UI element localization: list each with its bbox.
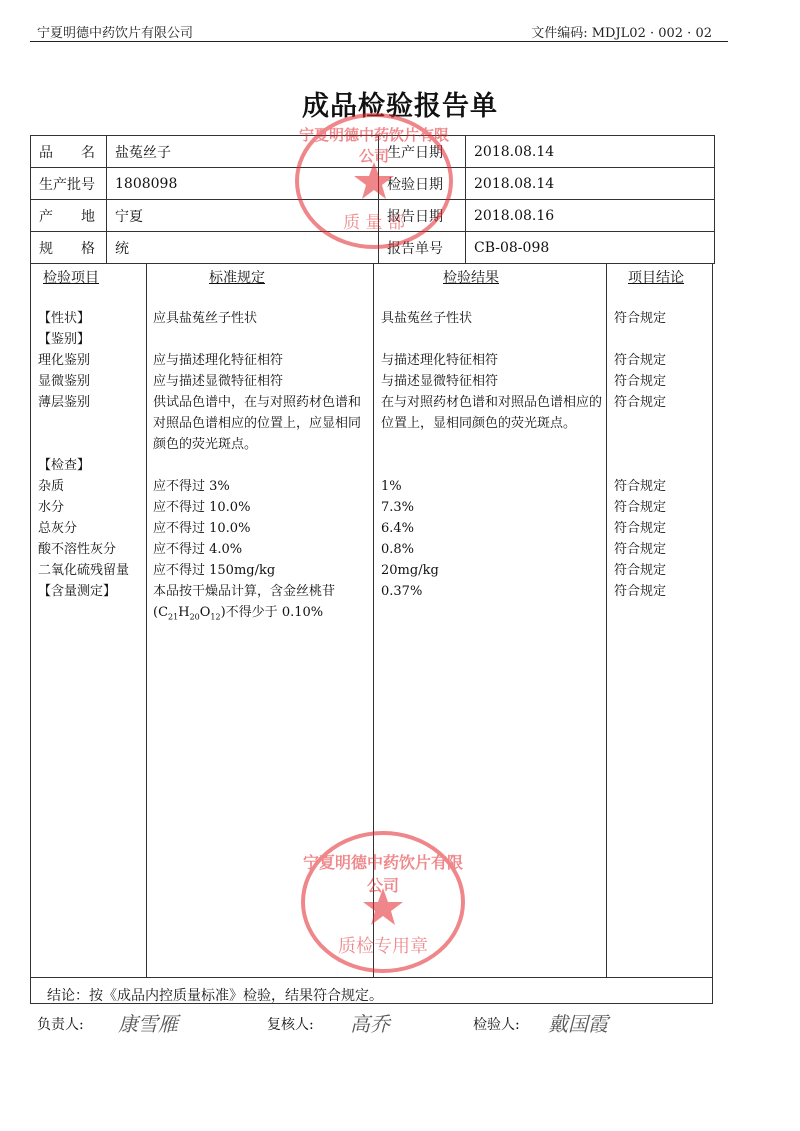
inspector-label: 检验人: bbox=[473, 1017, 520, 1033]
column-divider bbox=[606, 264, 607, 977]
spec-value: 统 bbox=[107, 232, 379, 264]
res-impurity: 1% bbox=[381, 479, 402, 494]
res-spacer bbox=[381, 329, 603, 350]
stamp-ring-text: 宁夏明德中药饮片有限公司 bbox=[298, 126, 449, 165]
concl-acid-ash: 符合规定 bbox=[614, 542, 667, 557]
item-spacer bbox=[38, 413, 144, 434]
document-number: 文件编码: MDJL02 · 002 · 02 bbox=[531, 26, 712, 41]
report-date-label: 报告日期 bbox=[379, 200, 466, 232]
formula-h: H bbox=[178, 605, 190, 620]
stamp-bottom-text: 质 量 部 bbox=[343, 213, 405, 233]
production-date-value: 2018.08.14 bbox=[466, 136, 715, 168]
spec-label: 规 格 bbox=[31, 232, 107, 264]
company-header: 宁夏明德中药饮片有限公司 bbox=[37, 26, 194, 41]
conclusions-column bbox=[614, 308, 709, 602]
item-assay: 【含量测定】 bbox=[38, 584, 117, 599]
item-moisture: 水分 bbox=[38, 500, 65, 515]
item-so2: 二氧化硫残留量 bbox=[38, 563, 130, 578]
concl-impurity: 符合规定 bbox=[614, 479, 667, 494]
res-character: 具盐菟丝子性状 bbox=[381, 311, 473, 326]
header-rule bbox=[30, 41, 728, 42]
std-spacer bbox=[153, 329, 369, 350]
origin-label: 产 地 bbox=[31, 200, 107, 232]
formula-c: C bbox=[158, 605, 169, 620]
std-micro: 应与描述显微特征相符 bbox=[153, 374, 284, 389]
report-title: 成品检验报告单 bbox=[302, 91, 498, 122]
reviewer-label: 复核人: bbox=[267, 1017, 314, 1033]
item-physchem: 理化鉴别 bbox=[38, 353, 91, 368]
std-moisture: 应不得过 10.0% bbox=[153, 500, 251, 515]
item-tlc: 薄层鉴别 bbox=[38, 395, 91, 410]
report-number-value: CB-08-098 bbox=[466, 232, 715, 264]
concl-tlc: 符合规定 bbox=[614, 395, 667, 410]
reviewer-signature: 高乔 bbox=[350, 1012, 390, 1036]
standards-column bbox=[153, 308, 369, 628]
batch-value: 1808098 bbox=[107, 168, 379, 200]
std-ash: 应不得过 10.0% bbox=[153, 521, 251, 536]
std-assay-line1: 本品按干燥品计算，含金丝桃苷 bbox=[153, 584, 336, 599]
formula-c-sub: 21 bbox=[168, 612, 179, 622]
std-impurity: 应不得过 3% bbox=[153, 479, 230, 494]
concl-so2: 符合规定 bbox=[614, 563, 667, 578]
item-character: 【性状】 bbox=[38, 311, 91, 326]
report-date-value: 2018.08.16 bbox=[466, 200, 715, 232]
formula-tail: )不得少于 0.10% bbox=[220, 605, 324, 620]
res-micro: 与描述显微特征相符 bbox=[381, 374, 499, 389]
concl-physchem: 符合规定 bbox=[614, 353, 667, 368]
name-value: 盐菟丝子 bbox=[107, 136, 379, 168]
concl-moisture: 符合规定 bbox=[614, 500, 667, 515]
res-assay: 0.37% bbox=[381, 584, 423, 599]
item-spacer bbox=[38, 434, 144, 455]
concl-spacer bbox=[614, 329, 709, 350]
results-column bbox=[381, 308, 603, 602]
res-physchem: 与描述理化特征相符 bbox=[381, 353, 499, 368]
std-character: 应具盐菟丝子性状 bbox=[153, 311, 258, 326]
concl-assay: 符合规定 bbox=[614, 584, 667, 599]
std-assay-line2: $(C_{21}H_{20}O_{12})$不得少于 0.10% bbox=[153, 605, 324, 622]
manager-signature: 康雪雁 bbox=[118, 1012, 178, 1036]
batch-label: 生产批号 bbox=[31, 168, 107, 200]
concl-ash: 符合规定 bbox=[614, 521, 667, 536]
res-spacer bbox=[381, 455, 603, 476]
concl-spacer bbox=[614, 455, 709, 476]
item-ash: 总灰分 bbox=[38, 521, 78, 536]
report-number-label: 报告单号 bbox=[379, 232, 466, 264]
header-standard: 标准规定 bbox=[209, 270, 265, 286]
item-check: 【检查】 bbox=[38, 458, 91, 473]
inspection-date-value: 2018.08.14 bbox=[466, 168, 715, 200]
item-impurity: 杂质 bbox=[38, 479, 65, 494]
inspector-signature: 戴国霞 bbox=[548, 1012, 608, 1036]
concl-character: 符合规定 bbox=[614, 311, 667, 326]
conclusion-divider bbox=[31, 977, 712, 978]
res-acid-ash: 0.8% bbox=[381, 542, 415, 557]
stamp-star-icon bbox=[354, 162, 394, 199]
std-physchem: 应与描述理化特征相符 bbox=[153, 353, 284, 368]
name-label: 品 名 bbox=[31, 136, 107, 168]
stamp-ring-text: 宁夏明德中药饮片有限公司 bbox=[302, 853, 463, 895]
header-result: 检验结果 bbox=[443, 270, 499, 286]
quality-department-stamp bbox=[294, 112, 454, 250]
formula-h-sub: 20 bbox=[189, 612, 200, 622]
res-tlc: 在与对照药材色谱和对照品色谱相应的位置上，显相同颜色的荧光斑点。 bbox=[381, 395, 603, 431]
std-acid-ash: 应不得过 4.0% bbox=[153, 542, 243, 557]
manager-label: 负责人: bbox=[37, 1017, 84, 1033]
res-moisture: 7.3% bbox=[381, 500, 415, 515]
res-ash: 6.4% bbox=[381, 521, 415, 536]
res-so2: 20mg/kg bbox=[381, 563, 439, 578]
inspection-date-label: 检验日期 bbox=[379, 168, 466, 200]
formula-o-sub: 12 bbox=[210, 612, 221, 622]
inspection-seal-stamp bbox=[300, 830, 466, 974]
formula-o: O bbox=[199, 605, 211, 620]
concl-micro: 符合规定 bbox=[614, 374, 667, 389]
column-divider bbox=[146, 264, 147, 977]
header-item: 检验项目 bbox=[43, 270, 99, 286]
item-micro: 显微鉴别 bbox=[38, 374, 91, 389]
conclusion-text: 结论：按《成品内控质量标准》检验，结果符合规定。 bbox=[47, 988, 383, 1004]
origin-value: 宁夏 bbox=[107, 200, 379, 232]
item-identification: 【鉴别】 bbox=[38, 332, 91, 347]
item-acid-ash: 酸不溶性灰分 bbox=[38, 542, 117, 557]
std-spacer bbox=[153, 455, 369, 476]
items-column bbox=[38, 308, 144, 602]
std-tlc: 供试品色谱中，在与对照药材色谱和对照品色谱相应的位置上，应显相同颜色的荧光斑点。 bbox=[153, 395, 362, 452]
production-date-label: 生产日期 bbox=[379, 136, 466, 168]
stamp-bottom-text: 质检专用章 bbox=[338, 936, 428, 957]
std-so2: 应不得过 150mg/kg bbox=[153, 563, 276, 578]
header-conclusion: 项目结论 bbox=[628, 270, 684, 286]
